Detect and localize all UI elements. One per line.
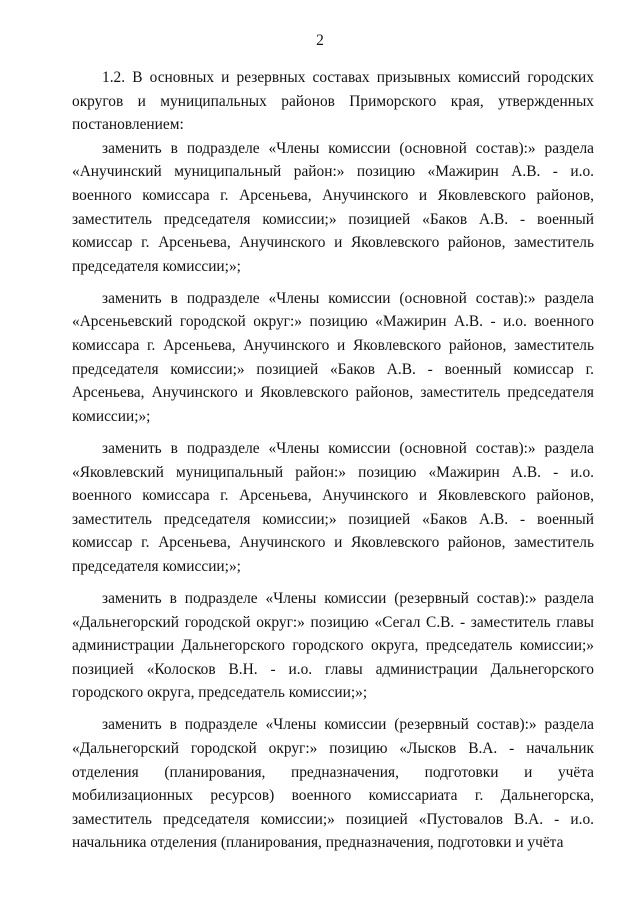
page-number: 2 xyxy=(316,32,324,49)
clause-1-2-intro: 1.2. В основных и резервных составах призывных комиссий городских округов и муниципальных районов Приморского края, утвержденных постановлением: xyxy=(72,69,594,134)
amendment-paragraph: заменить в подразделе «Члены комиссии (основной состав):» раздела «Анучинский муниципальный район:» позицию «Мажирин А.В. - и.о. военного комиссара г. Арсеньева, Анучинского и Яковлевского районов, заместитель председателя комиссии;» позицией «Баков А.В. - военный комиссар г. Арсеньева, Анучинского и Яковлевского районов, заместитель председателя комиссии;»; xyxy=(72,139,594,275)
amendment-paragraph: заменить в подразделе «Члены комиссии (основной состав):» раздела «Арсеньевский городской округ:» позицию «Мажирин А.В. - и.о. военного комиссара г. Арсеньева, Анучинского и Яковлевского районов, заместитель председателя комиссии;» позицией «Баков А.В. - военный комиссар г. Арсеньева, Анучинского и Яковлевского районов, заместитель председателя комиссии;»; xyxy=(72,289,594,425)
amendment-paragraph: заменить в подразделе «Члены комиссии (резервный состав):» раздела «Дальнегорский городской округ:» позицию «Сегал С.В. - заместитель главы администрации Дальнегорского городского округа, председатель комиссии;» позицией «Колосков В.Н. - и.о. главы администрации Дальнегорского городского округа, председатель комиссии;»; xyxy=(72,589,594,702)
amendment-paragraph: заменить в подразделе «Члены комиссии (основной состав):» раздела «Яковлевский муниципальный район:» позицию «Мажирин А.В. - и.о. военного комиссара г. Арсеньева, Анучинского и Яковлевского районов, заместитель председателя комиссии;» позицией «Баков А.В. - военный комиссар г. Арсеньева, Анучинского и Яковлевского районов, заместитель председателя комиссии;»; xyxy=(72,439,594,575)
amendment-paragraph: заменить в подразделе «Члены комиссии (резервный состав):» раздела «Дальнегорский городской округ:» позицию «Лысков В.А. - начальник отделения (планирования, предназначения, подготовки и учёта мобилизационных ресурсов) военного комиссариата г. Дальнегорска, заместитель председателя комиссии;» позицией «Пустовалов В.А. - и.о. начальника отделения (планирования, предназначения, подготовки и учёта xyxy=(72,716,594,852)
document-body xyxy=(72,66,594,864)
